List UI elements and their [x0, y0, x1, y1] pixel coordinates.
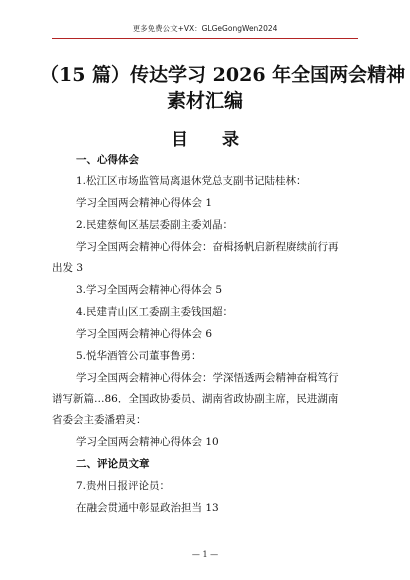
- toc-entry-7-author: 7.贵州日报评论员：: [76, 480, 171, 492]
- document-title-line-2: 素材汇编: [166, 90, 243, 112]
- toc-entry-2-title-cont: 出发 3: [52, 262, 84, 274]
- toc-section-1: 一、心得体会: [76, 154, 139, 166]
- document-title-line-1: （15 篇）传达学习 2026 年全国两会精神: [40, 64, 406, 86]
- page-number: — 1 —: [191, 550, 219, 559]
- toc-entry-7-title: 在融会贯通中彰显政治担当 13: [76, 502, 219, 514]
- toc-entry-2-title: 学习全国两会精神心得体会：奋楫扬帆启新程赓续前行再: [76, 241, 339, 253]
- toc-entry-3: 3.学习全国两会精神心得体会 5: [76, 284, 223, 296]
- toc-entry-5-title: 学习全国两会精神心得体会：学深悟透两会精神奋楫笃行: [76, 372, 339, 384]
- toc-section-2: 二、评论员文章: [76, 458, 150, 470]
- header-rule: [52, 38, 358, 39]
- toc-entry-5-title-cont-2: 省委会主委潘碧灵：: [52, 414, 147, 426]
- toc-entry-5-title-end: 学习全国两会精神心得体会 10: [76, 436, 219, 448]
- toc-entry-5-author: 5.悦华酒管公司董事鲁勇：: [76, 350, 202, 362]
- toc-entry-4-title: 学习全国两会精神心得体会 6: [76, 328, 213, 340]
- toc-entry-2-author: 2.民建蔡甸区基层委副主委刘晶：: [76, 219, 234, 231]
- toc-entry-1-author: 1.松江区市场监管局离退休党总支副书记陆桂林：: [76, 175, 307, 187]
- toc-entry-1-title: 学习全国两会精神心得体会 1: [76, 197, 213, 209]
- header-note: 更多免费公文+VX：GLGeGongWen2024: [132, 24, 278, 33]
- toc-entry-5-title-cont: 谱写新篇…86．全国政协委员、湖南省政协副主席，民进湖南: [52, 393, 339, 405]
- toc-heading: 目 录: [171, 130, 253, 150]
- toc-entry-4-author: 4.民建青山区工委副主委钱国超：: [76, 306, 234, 318]
